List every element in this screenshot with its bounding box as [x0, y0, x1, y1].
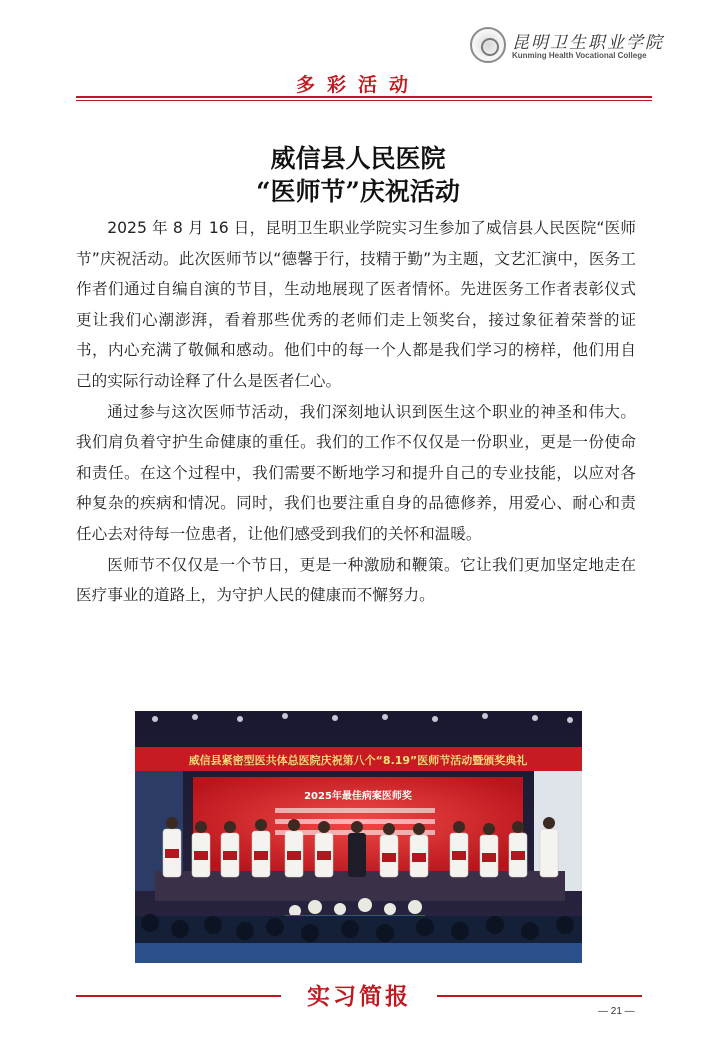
footer-rule-right — [437, 995, 642, 997]
photo-banner-text: 威信县紧密型医共体总医院庆祝第八个“8.19”医师节活动暨颁奖典礼 — [188, 754, 528, 767]
header-rule-thin — [76, 100, 652, 101]
article-subtitle: “医师节”庆祝活动 — [256, 177, 460, 206]
paragraph-1: 2025 年 8 月 16 日，昆明卫生职业学院实习生参加了威信县人民医院“医师节”庆祝活动。此次医师节以“德馨于行，技精于勤”为主题，文艺汇演中，医务工作者们通过自编自演的节目，生动地展现了医者情怀。先进医务工作者表彰仪式更让我们心潮澎湃，看着那些优秀的老师们走上领奖台，接过象征着荣誉的证书，内心充满了敬佩和感动。他们中的每一个人都是我们学习的榜样，他们用自己的实际行动诠释了什么是医者仁心。 — [76, 219, 636, 390]
section-heading: 多彩活动 — [295, 74, 420, 96]
paragraph-2: 通过参与这次医师节活动，我们深刻地认识到医生这个职业的神圣和伟大。我们肩负着守护生命健康的重任。我们的工作不仅仅是一份职业，更是一份使命和责任。在这个过程中，我们需要不断地学习和提升自己的专业技能，以应对各种复杂的疾病和情况。同时，我们也要注重自身的品德修养，用爱心、耐心和责任心去对待每一位患者，让他们感受到我们的关怀和温暖。 — [76, 402, 636, 543]
college-name-cn: 昆明卫生职业学院 — [512, 33, 664, 53]
photo-screen-title: 2025年最佳病案医师奖 — [304, 791, 412, 802]
event-photo — [135, 711, 582, 963]
article-body — [76, 213, 636, 611]
footer-rule-left — [76, 995, 281, 997]
college-name-en: Kunming Health Vocational College — [512, 51, 647, 60]
header-rule — [76, 96, 652, 98]
page-number: — 21 — — [598, 1006, 635, 1017]
article-title: 威信县人民医院 — [270, 144, 446, 173]
paragraph-3: 医师节不仅仅是一个节日，更是一种激励和鞭策。它让我们更加坚定地走在医疗事业的道路上，为守护人民的健康而不懈努力。 — [76, 555, 636, 605]
college-logo — [470, 27, 506, 63]
publication-title: 实习简报 — [307, 984, 411, 1010]
